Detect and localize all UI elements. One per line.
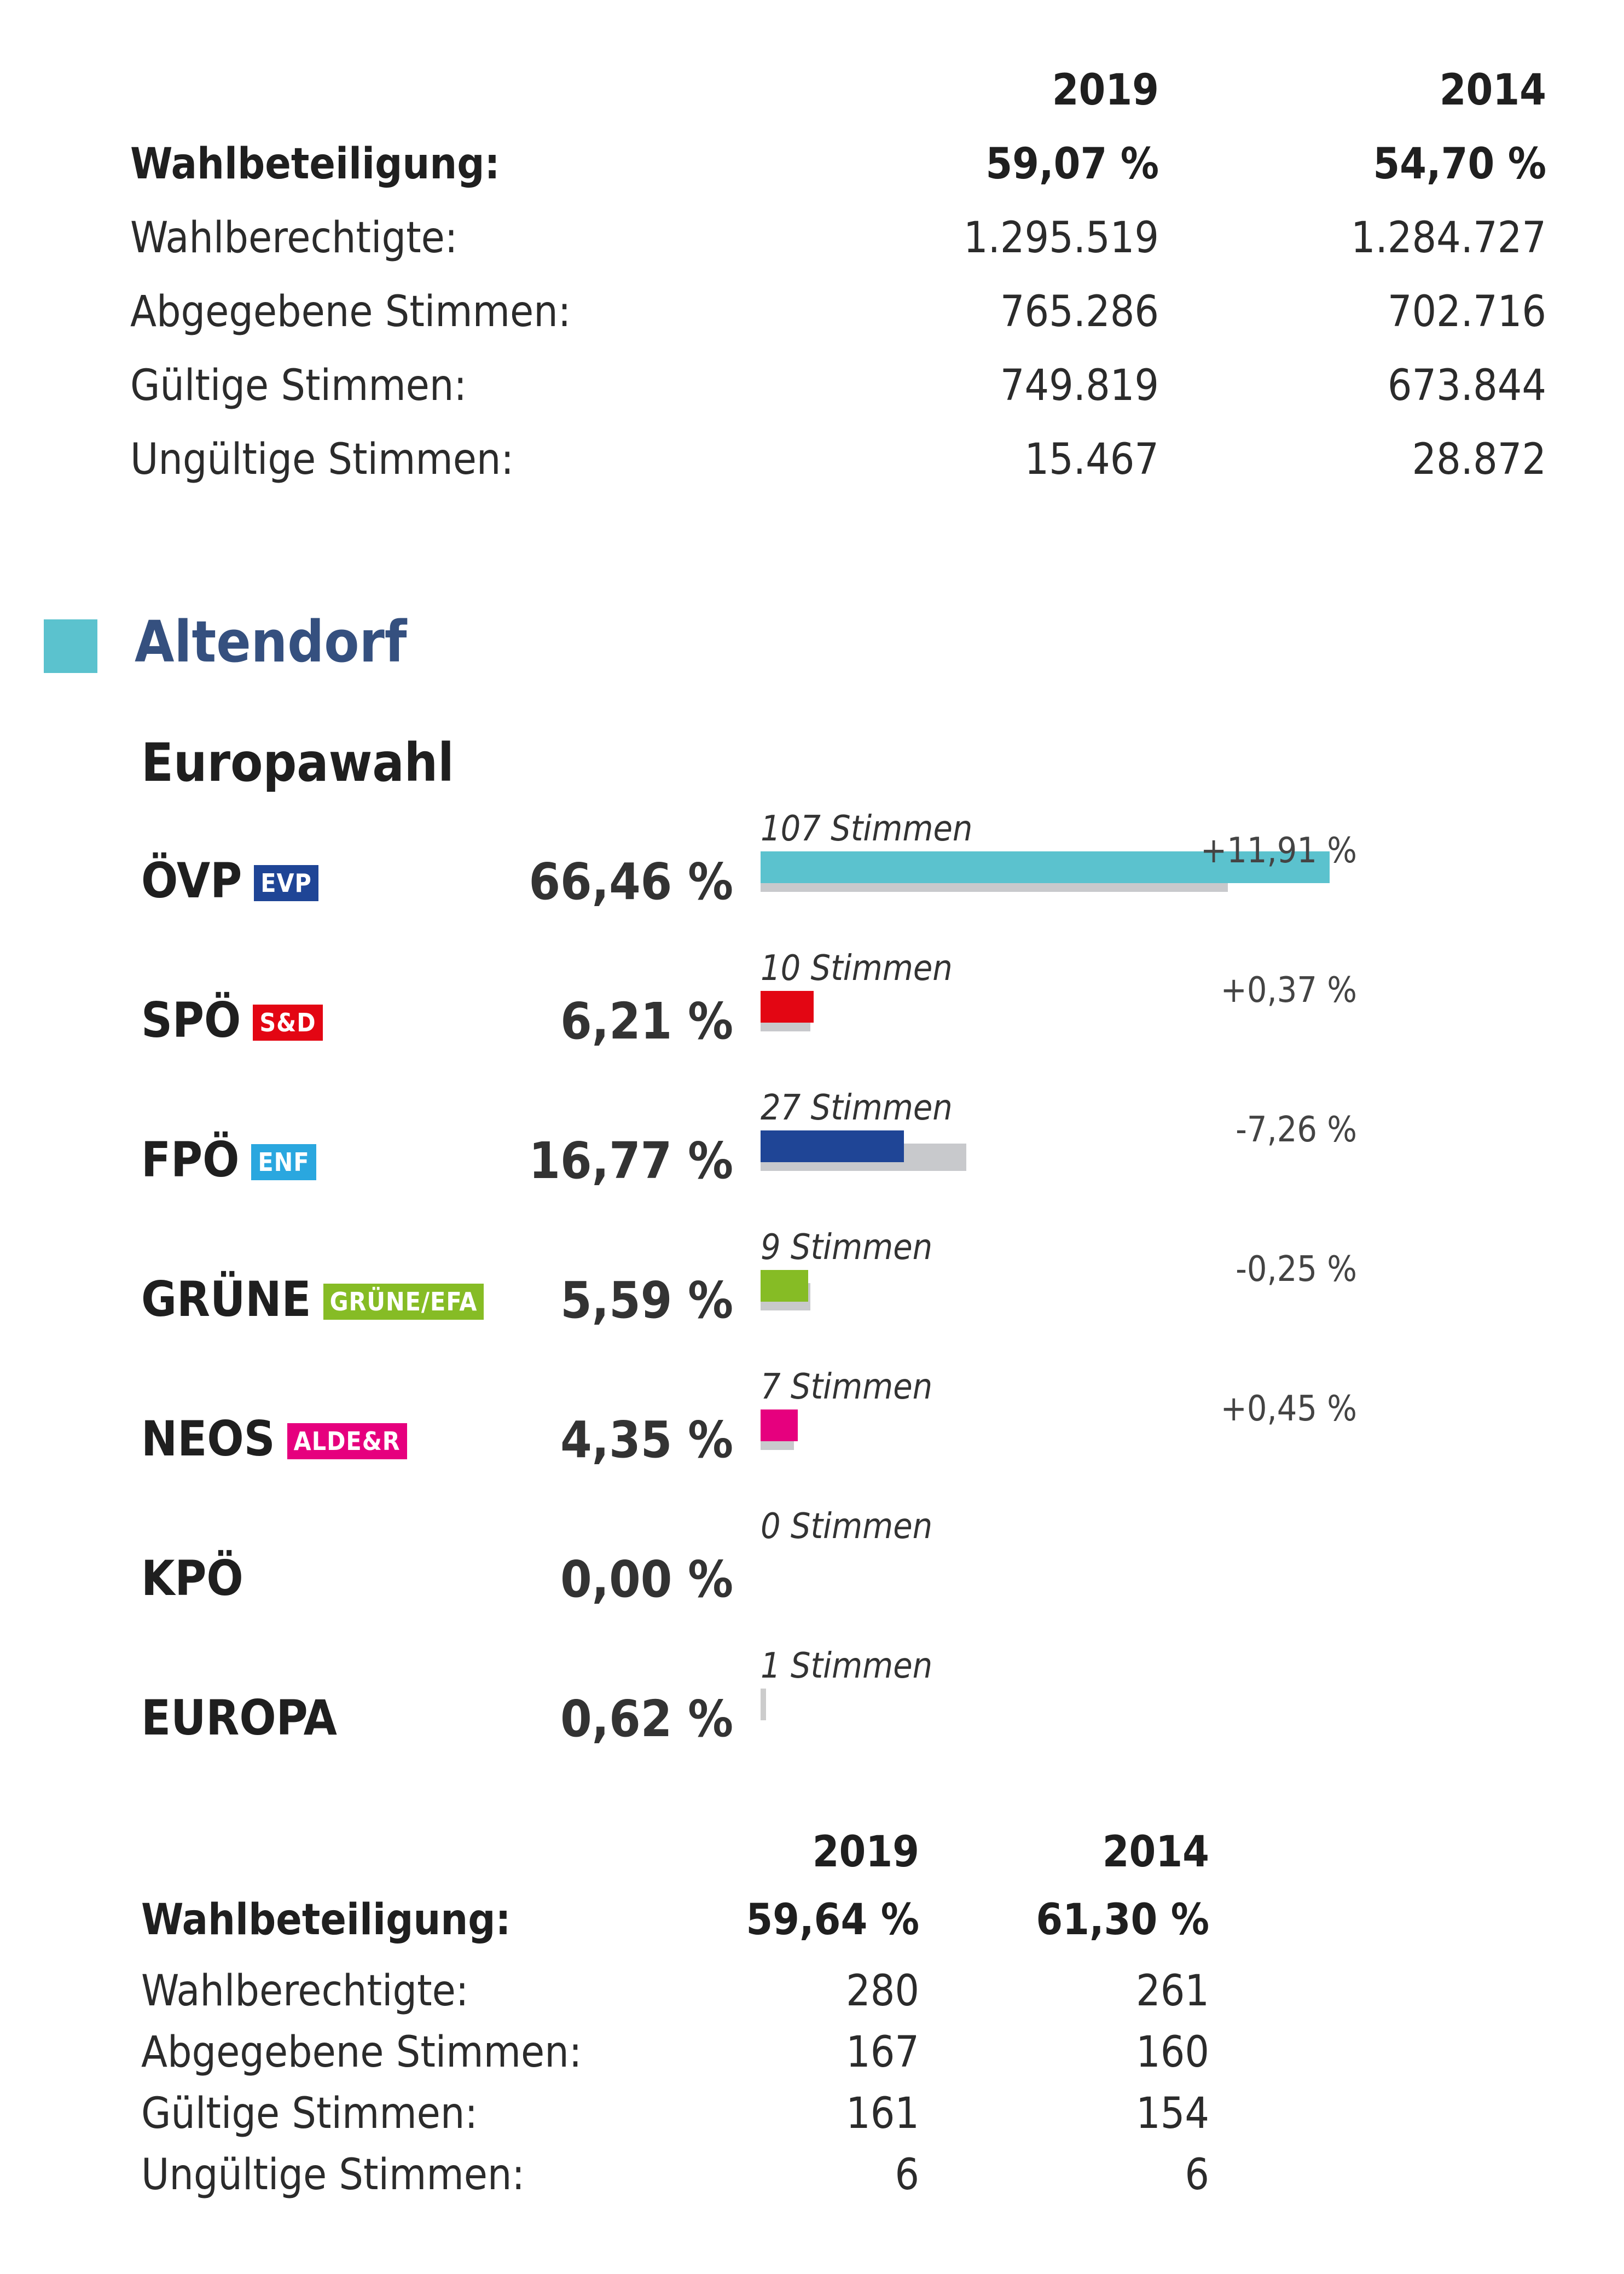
stats-label: Ungültige Stimmen: [130, 435, 514, 484]
eu-group-badge: ENF [251, 1144, 316, 1180]
stats-value-2019: 765.286 [1000, 287, 1159, 337]
year-2014-header: 2014 [1102, 1828, 1209, 1877]
chart-title: Europawahl [141, 732, 454, 793]
stats-value-2014: 54,70 % [1373, 140, 1546, 189]
bar-2019 [761, 1689, 766, 1720]
party-change: +0,45 % [1220, 1389, 1357, 1429]
party-row [0, 1088, 1624, 1225]
bar-2019 [761, 1409, 798, 1441]
stats-label: Wahlberechtigte: [141, 1966, 469, 2016]
eu-group-badge: EVP [254, 865, 318, 901]
party-name: KPÖ [141, 1550, 243, 1606]
party-name: NEOS [141, 1411, 275, 1467]
year-2019-header: 2019 [1052, 66, 1159, 115]
party-percentage: 6,21 % [560, 992, 733, 1051]
party-change: +0,37 % [1220, 970, 1357, 1011]
section-color-square [44, 619, 97, 673]
eu-group-badge: S&D [253, 1005, 322, 1041]
stats-value-2019: 59,07 % [985, 140, 1159, 189]
party-row [0, 1646, 1624, 1783]
stats-value-2019: 749.819 [1000, 361, 1159, 410]
party-votes: 7 Stimmen [761, 1367, 933, 1407]
party-percentage: 16,77 % [529, 1132, 733, 1190]
stats-value-2014: 61,30 % [1036, 1895, 1209, 1945]
party-row [0, 1506, 1624, 1643]
party-name: ÖVP [141, 852, 242, 909]
stats-label: Abgegebene Stimmen: [130, 287, 571, 337]
party-change: +11,91 % [1200, 831, 1357, 871]
party-percentage: 4,35 % [560, 1411, 733, 1469]
stats-label: Abgegebene Stimmen: [141, 2028, 582, 2077]
district-stats-table [141, 1828, 1236, 2243]
stats-label: Wahlbeteiligung: [130, 140, 500, 189]
stats-value-2014: 154 [1136, 2089, 1209, 2138]
party-percentage: 5,59 % [560, 1271, 733, 1330]
stats-value-2014: 28.872 [1412, 435, 1546, 484]
stats-value-2014: 261 [1136, 1966, 1209, 2016]
eu-group-badge: ALDE&R [287, 1423, 407, 1459]
party-percentage: 0,00 % [560, 1550, 733, 1609]
bar-2019 [761, 1130, 904, 1162]
stats-label: Wahlbeteiligung: [141, 1895, 511, 1945]
eu-group-badge: GRÜNE/EFA [323, 1284, 484, 1320]
party-percentage: 0,62 % [560, 1690, 733, 1748]
party-row [0, 1367, 1624, 1504]
party-percentage: 66,46 % [529, 852, 733, 911]
stats-value-2019: 280 [846, 1966, 919, 2016]
party-votes: 10 Stimmen [761, 948, 953, 989]
stats-label: Ungültige Stimmen: [141, 2150, 525, 2200]
year-2014-header: 2014 [1439, 66, 1546, 115]
party-votes: 107 Stimmen [761, 809, 973, 849]
party-change: -0,25 % [1236, 1249, 1357, 1290]
party-change: -7,26 % [1236, 1110, 1357, 1150]
stats-value-2019: 1.295.519 [963, 213, 1159, 263]
stats-value-2019: 161 [846, 2089, 919, 2138]
party-row [0, 809, 1624, 945]
stats-label: Gültige Stimmen: [130, 361, 467, 410]
stats-value-2014: 673.844 [1387, 361, 1546, 410]
stats-value-2014: 160 [1136, 2028, 1209, 2077]
party-votes: 0 Stimmen [761, 1506, 933, 1547]
year-2019-header: 2019 [812, 1828, 919, 1877]
stats-label: Gültige Stimmen: [141, 2089, 478, 2138]
party-votes: 27 Stimmen [761, 1088, 953, 1128]
overall-stats-table [130, 66, 1553, 503]
stats-value-2014: 6 [1185, 2150, 1209, 2200]
party-row [0, 1227, 1624, 1364]
party-name: GRÜNE [141, 1271, 311, 1327]
party-name: SPÖ [141, 992, 241, 1048]
stats-value-2014: 1.284.727 [1350, 213, 1546, 263]
party-name: EUROPA [141, 1690, 337, 1746]
stats-value-2019: 15.467 [1024, 435, 1159, 484]
stats-value-2019: 167 [846, 2028, 919, 2077]
party-row [0, 948, 1624, 1085]
stats-value-2019: 59,64 % [746, 1895, 919, 1945]
party-votes: 1 Stimmen [761, 1646, 933, 1686]
stats-value-2019: 6 [895, 2150, 919, 2200]
stats-label: Wahlberechtigte: [130, 213, 458, 263]
stats-value-2014: 702.716 [1387, 287, 1546, 337]
party-name: FPÖ [141, 1132, 240, 1188]
party-votes: 9 Stimmen [761, 1227, 933, 1268]
section-title: Altendorf [135, 608, 407, 675]
bar-2019 [761, 1270, 808, 1302]
bar-2019 [761, 991, 814, 1023]
